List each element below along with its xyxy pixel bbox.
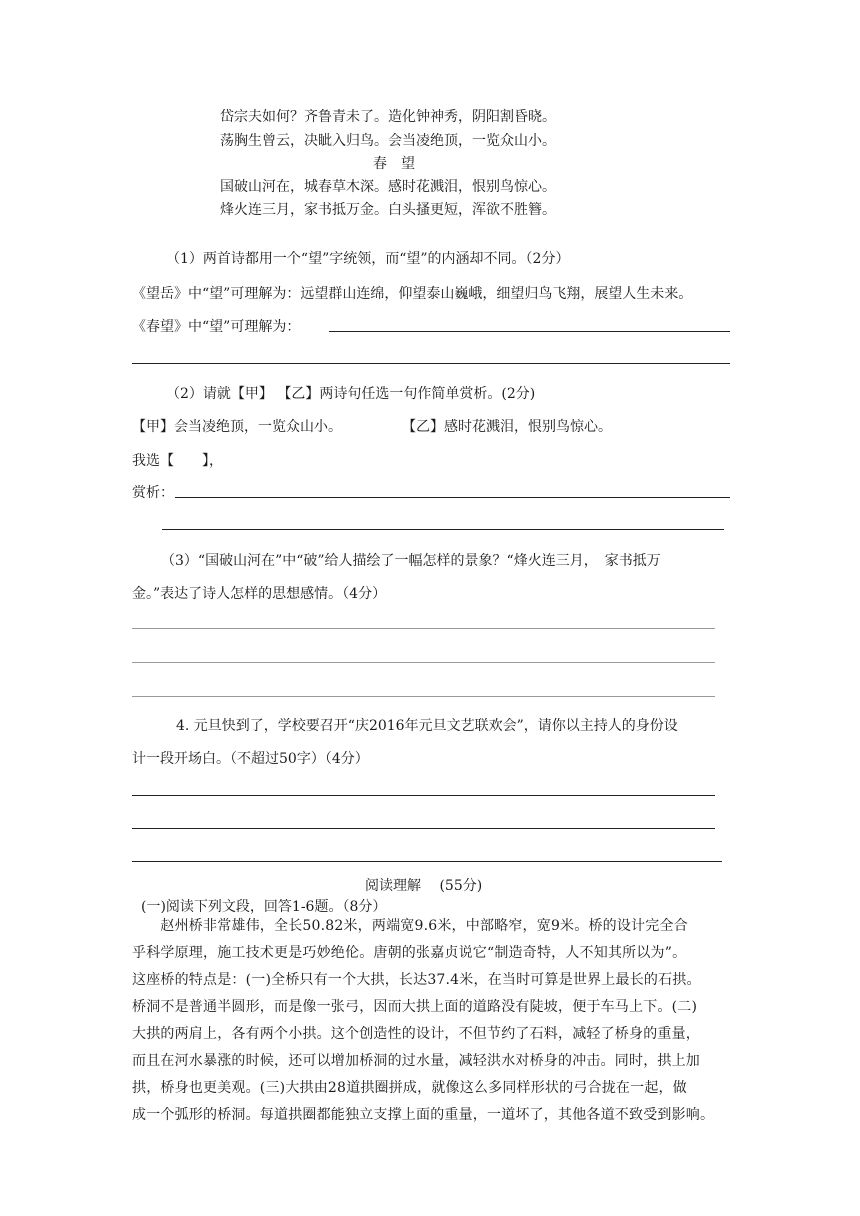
q1-answer-line-1[interactable] bbox=[329, 331, 730, 332]
q4-answer-line-3[interactable] bbox=[132, 861, 722, 862]
q4-prompt-line2: 计一段开场白。（不超过50字）（4分） bbox=[132, 751, 369, 767]
q4-answer-line-2[interactable] bbox=[132, 828, 715, 829]
reading-line: 桥洞不是普通半圆形，而是像一张弓，因而大拱上面的道路没有陡坡，便于车马上下。(二) bbox=[132, 999, 698, 1015]
q1-example: 《望岳》中“望”可理解为：远望群山连绵，仰望泰山巍峨，细望归鸟飞翔，展望人生未来。 bbox=[132, 286, 693, 302]
q2-option-a: 【甲】会当凌绝顶，一览众山小。 bbox=[132, 419, 342, 435]
q2-option-b: 【乙】感时花溅泪，恨别鸟惊心。 bbox=[402, 419, 612, 435]
q2-choice-label: 我选【 】， bbox=[132, 453, 223, 469]
poem2-title: 春 望 bbox=[373, 156, 415, 172]
poem1-line4: 荡胸生曾云，决眦入归鸟。会当凌绝顶，一览众山小。 bbox=[220, 133, 556, 149]
q2-analysis-label: 赏析： bbox=[132, 485, 174, 501]
q3-prompt-line2: 金。”表达了诗人怎样的思想感情。（4分） bbox=[132, 586, 387, 602]
reading-line: 成一个弧形的桥洞。每道拱圈都能独立支撑上面的重量，一道坏了，其他各道不致受到影响。 bbox=[132, 1107, 715, 1123]
q4-prompt-line1: 4. 元旦快到了，学校要召开“庆2016年元旦文艺联欢会”，请你以主持人的身份设 bbox=[176, 718, 678, 734]
q1-answer-line-2[interactable] bbox=[132, 363, 730, 364]
reading-line: 这座桥的特点是：(一)全桥只有一个大拱，长达37.4米，在当时可算是世界上最长的石拱。 bbox=[132, 972, 701, 988]
q1-prompt: （1）两首诗都用一个“望”字统领，而“望”的内涵却不同。（2分） bbox=[166, 251, 570, 267]
poem2-line1: 国破山河在，城春草木深。感时花溅泪，恨别鸟惊心。 bbox=[220, 179, 556, 195]
q2-answer-line-1[interactable] bbox=[175, 497, 730, 498]
reading-heading: 阅读理解 (55分) bbox=[365, 878, 483, 894]
q4-answer-line-1[interactable] bbox=[132, 795, 715, 796]
reading-line: 大拱的两肩上，各有两个小拱。这个创造性的设计，不但节约了石料，减轻了桥身的重量， bbox=[132, 1026, 700, 1042]
q3-answer-line-2[interactable] bbox=[132, 662, 715, 663]
q2-prompt: （2）请就【甲】 【乙】两诗句任选一句作简单赏析。(2分) bbox=[166, 386, 536, 402]
reading-line: 而且在河水暴涨的时候，还可以增加桥洞的过水量，减轻洪水对桥身的冲击。同时，拱上加 bbox=[132, 1053, 700, 1069]
reading-passage bbox=[132, 913, 732, 1129]
q2-answer-line-2[interactable] bbox=[162, 529, 724, 530]
q3-answer-line-1[interactable] bbox=[132, 628, 715, 629]
poem2-line2: 烽火连三月，家书抵万金。白头搔更短，浑欲不胜簪。 bbox=[220, 202, 556, 218]
reading-line: 赵州桥非常雄伟，全长50.82米，两端宽9.6米，中部略窄，宽9米。桥的设计完全合 bbox=[132, 918, 688, 934]
poem1-line3: 岱宗夫如何？齐鲁青未了。造化钟神秀，阴阳割昏晓。 bbox=[220, 109, 556, 125]
q1-blank-label: 《春望》中“望”可理解为： bbox=[132, 319, 301, 335]
reading-line: 拱，桥身也更美观。(三)大拱由28道拱圈拼成，就像这么多同样形状的弓合拢在一起，做 bbox=[132, 1080, 687, 1096]
reading-sub: (一)阅读下列文段，回答1-6题。（8分） bbox=[141, 899, 387, 915]
q3-answer-line-3[interactable] bbox=[132, 696, 715, 697]
q3-prompt-line1: （3）“国破山河在”中“破”给人描绘了一幅怎样的景象？“烽火连三月， 家书抵万 bbox=[161, 553, 661, 569]
reading-line: 乎科学原理，施工技术更是巧妙绝伦。唐朝的张嘉贞说它“制造奇特，人不知其所以为”。 bbox=[132, 945, 687, 961]
